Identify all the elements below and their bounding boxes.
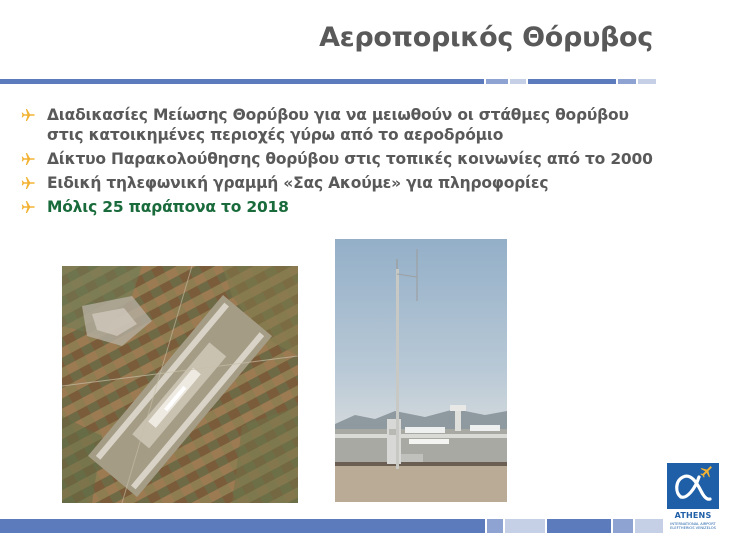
athens-airport-logo: [665, 459, 721, 539]
footer-bar: [0, 519, 735, 533]
bullet-text: Διαδικασίες Μείωσης Θορύβου για να μειωθούν οι στάθμες θορύβου στις κατοικημένες περιοχές γύρω από το αεροδρόμιο: [47, 106, 629, 144]
bullet-item: [20, 105, 660, 145]
title-underline-bar: [0, 79, 656, 84]
airplane-icon: [20, 107, 36, 123]
bullet-text: Μόλις 25 παράπονα το 2018: [47, 198, 289, 216]
slide-title: Αεροπορικός Θόρυβος: [319, 22, 653, 53]
bullet-list: [20, 105, 660, 221]
bullet-text: Ειδική τηλεφωνική γραμμή «Σας Ακούμε» για πληροφορίες: [47, 174, 549, 192]
bullet-text: Δίκτυο Παρακολούθησης θορύβου στις τοπικές κοινωνίες από το 2000: [47, 150, 653, 168]
logo-alpha-plane-icon: [667, 463, 719, 509]
logo-emblem: [667, 463, 719, 509]
airplane-icon: [20, 175, 36, 191]
noise-monitor-photo: [335, 239, 507, 502]
bullet-item: [20, 173, 660, 193]
airplane-icon: [20, 199, 36, 215]
airplane-icon: [20, 151, 36, 167]
bullet-item-highlight: [20, 197, 660, 217]
logo-name: ATHENS: [674, 511, 712, 520]
logo-subtitle: INTERNATIONAL AIRPORT ELEFTHERIOS VENIZELOS: [670, 522, 716, 531]
aerial-airport-photo: [62, 266, 298, 503]
bullet-item: [20, 149, 660, 169]
